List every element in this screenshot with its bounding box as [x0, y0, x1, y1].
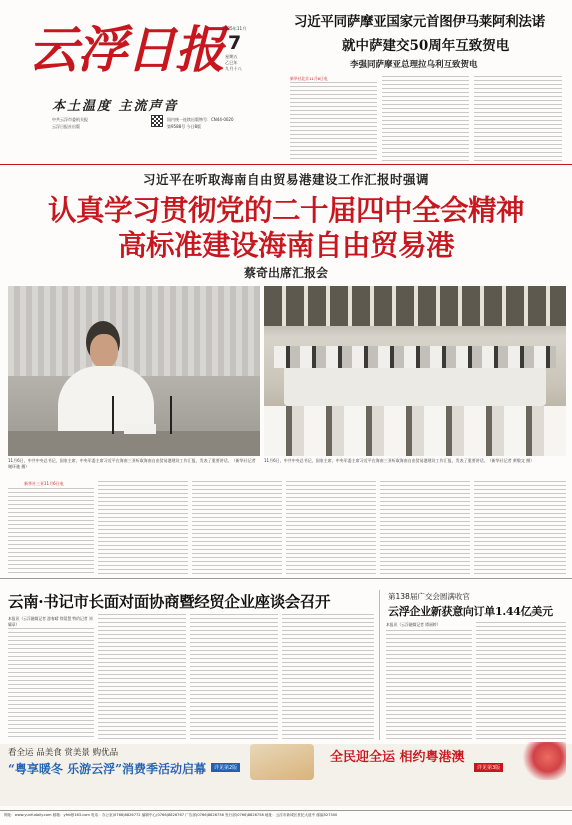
lead-body-col-6	[474, 481, 566, 574]
weekday: 星期五	[225, 54, 238, 59]
slogan-tag-label: 详见第3版	[477, 765, 501, 771]
lead-photo-left	[8, 286, 260, 456]
microphone-right	[170, 396, 172, 434]
desk	[8, 431, 260, 456]
lead-caption-left: 11月6日，中共中央总书记、国家主席、中央军委主席习近平在海南三亚听取海南自由贸易港建设工作汇报，发表了重要讲话。（新华社记者 谢环驰 摄）	[8, 458, 256, 469]
lead-dateline: 新华社三亚11月6日电	[24, 481, 64, 486]
publisher-line: 中共云浮市委机关报	[52, 117, 88, 122]
curtain-backdrop	[8, 286, 260, 376]
lead-photo-right	[264, 286, 566, 456]
lunar-year: 乙巳年	[225, 60, 238, 65]
story-left-headline: 云南·书记市长面对面协商暨经贸企业座谈会召开	[8, 592, 331, 611]
divider-mid	[0, 578, 572, 579]
promo-graphic	[250, 744, 314, 780]
promo-big-line: “粤享暖冬 乐游云浮”消费季活动启幕	[8, 762, 206, 776]
top-right-body-col-2	[382, 76, 469, 162]
lead-body-col-1	[8, 488, 94, 574]
publisher-line-2: 云浮日报社出版	[52, 124, 80, 129]
slogan-graphic	[520, 742, 566, 780]
meeting-table	[284, 366, 546, 406]
newspaper-logo: 云浮日报	[28, 20, 224, 79]
cn-number: 国内统一连续出版物号：CN44-0020	[167, 117, 234, 122]
lead-caption-right: 11月6日，中共中央总书记、国家主席、中央军委主席习近平在海南三亚听取海南自由贸易港建设工作汇报，发表了重要讲话。（新华社记者 黄敬文 摄）	[264, 458, 535, 463]
lead-body-col-3	[192, 481, 282, 574]
lead-body-col-4	[286, 481, 376, 574]
story-right-body-col-2	[476, 622, 566, 740]
lead-body-col-2	[98, 481, 188, 574]
name-plate	[124, 424, 156, 434]
lead-headline-1: 认真学习贯彻党的二十届四中全会精神	[47, 193, 524, 227]
story-left-body-col-1	[8, 628, 94, 740]
attendees-back	[274, 346, 556, 368]
promo-tag-label: 详见第2版	[214, 765, 238, 771]
story-right-byline: 本报讯（云浮融媒记者 谭丽婷）	[386, 622, 441, 627]
microphone-left	[112, 396, 114, 434]
qr-code-icon	[151, 115, 163, 127]
story-right-headline: 云浮企业新获意向订单1.44亿美元	[388, 605, 553, 618]
story-left-byline: 本报讯（云浮融媒记者 游春晴 徐晏慧 特约记者 刘耀章）	[8, 616, 93, 627]
footer-website-line: 网址：www.yunfudaily.com 邮箱：yfrb@163.com 电话：办公室(0766)8826772 编辑中心(0766)8826767 广告部(0766)8826756 发行部(0766)8826758 地址：云浮市新城区世纪大道中 邮编527300	[4, 813, 338, 817]
top-right-headline-2: 就中萨建交50周年互致贺电	[342, 38, 510, 54]
lunar-date: 九月十八	[225, 66, 242, 71]
slogan-tag[interactable]	[474, 763, 503, 772]
promo-tag[interactable]	[211, 763, 240, 772]
ceiling-lights	[264, 286, 566, 326]
date-day: 7	[228, 32, 242, 54]
top-right-subtitle: 李强同萨摩亚总理拉乌利互致贺电	[350, 60, 478, 70]
top-right-body-col-1	[290, 82, 377, 162]
lead-headline-2: 高标准建设海南自由贸易港	[117, 228, 454, 262]
footer-promo	[0, 744, 572, 806]
masthead	[0, 0, 290, 135]
column-rule	[379, 590, 380, 740]
top-right-body-col-3	[474, 76, 562, 162]
top-right-headline-1: 习近平同萨摩亚国家元首图伊马莱阿利法诺	[294, 14, 545, 30]
story-left-body-col-3	[190, 614, 278, 740]
issue-number: 第9588号 今日8版	[167, 124, 201, 129]
story-right-body-col-1	[386, 630, 472, 740]
person-face	[90, 334, 118, 368]
date-year-month: 2025年11月	[222, 26, 247, 31]
lead-deck: 蔡奇出席汇报会	[243, 266, 328, 280]
slogan: 本土温度 主流声音	[52, 99, 179, 114]
top-right-story	[290, 6, 566, 164]
footer-rule	[0, 810, 572, 811]
slogan-right: 全民迎全运 相约粤港澳	[330, 750, 465, 765]
promo-small-line: 看全运 品美食 赏美景 购优品	[8, 748, 119, 758]
attendees-front	[264, 406, 566, 456]
lead-body-col-5	[380, 481, 470, 574]
lead-kicker: 习近平在听取海南自由贸易港建设工作汇报时强调	[142, 172, 429, 187]
story-left-body-col-4	[282, 614, 374, 740]
top-right-dateline: 新华社北京11月6日电	[290, 76, 328, 81]
story-left-body-col-2	[98, 614, 186, 740]
date-block	[222, 26, 254, 72]
divider-top	[0, 164, 572, 165]
story-right-kicker: 第138届广交会圆满收官	[388, 592, 470, 601]
